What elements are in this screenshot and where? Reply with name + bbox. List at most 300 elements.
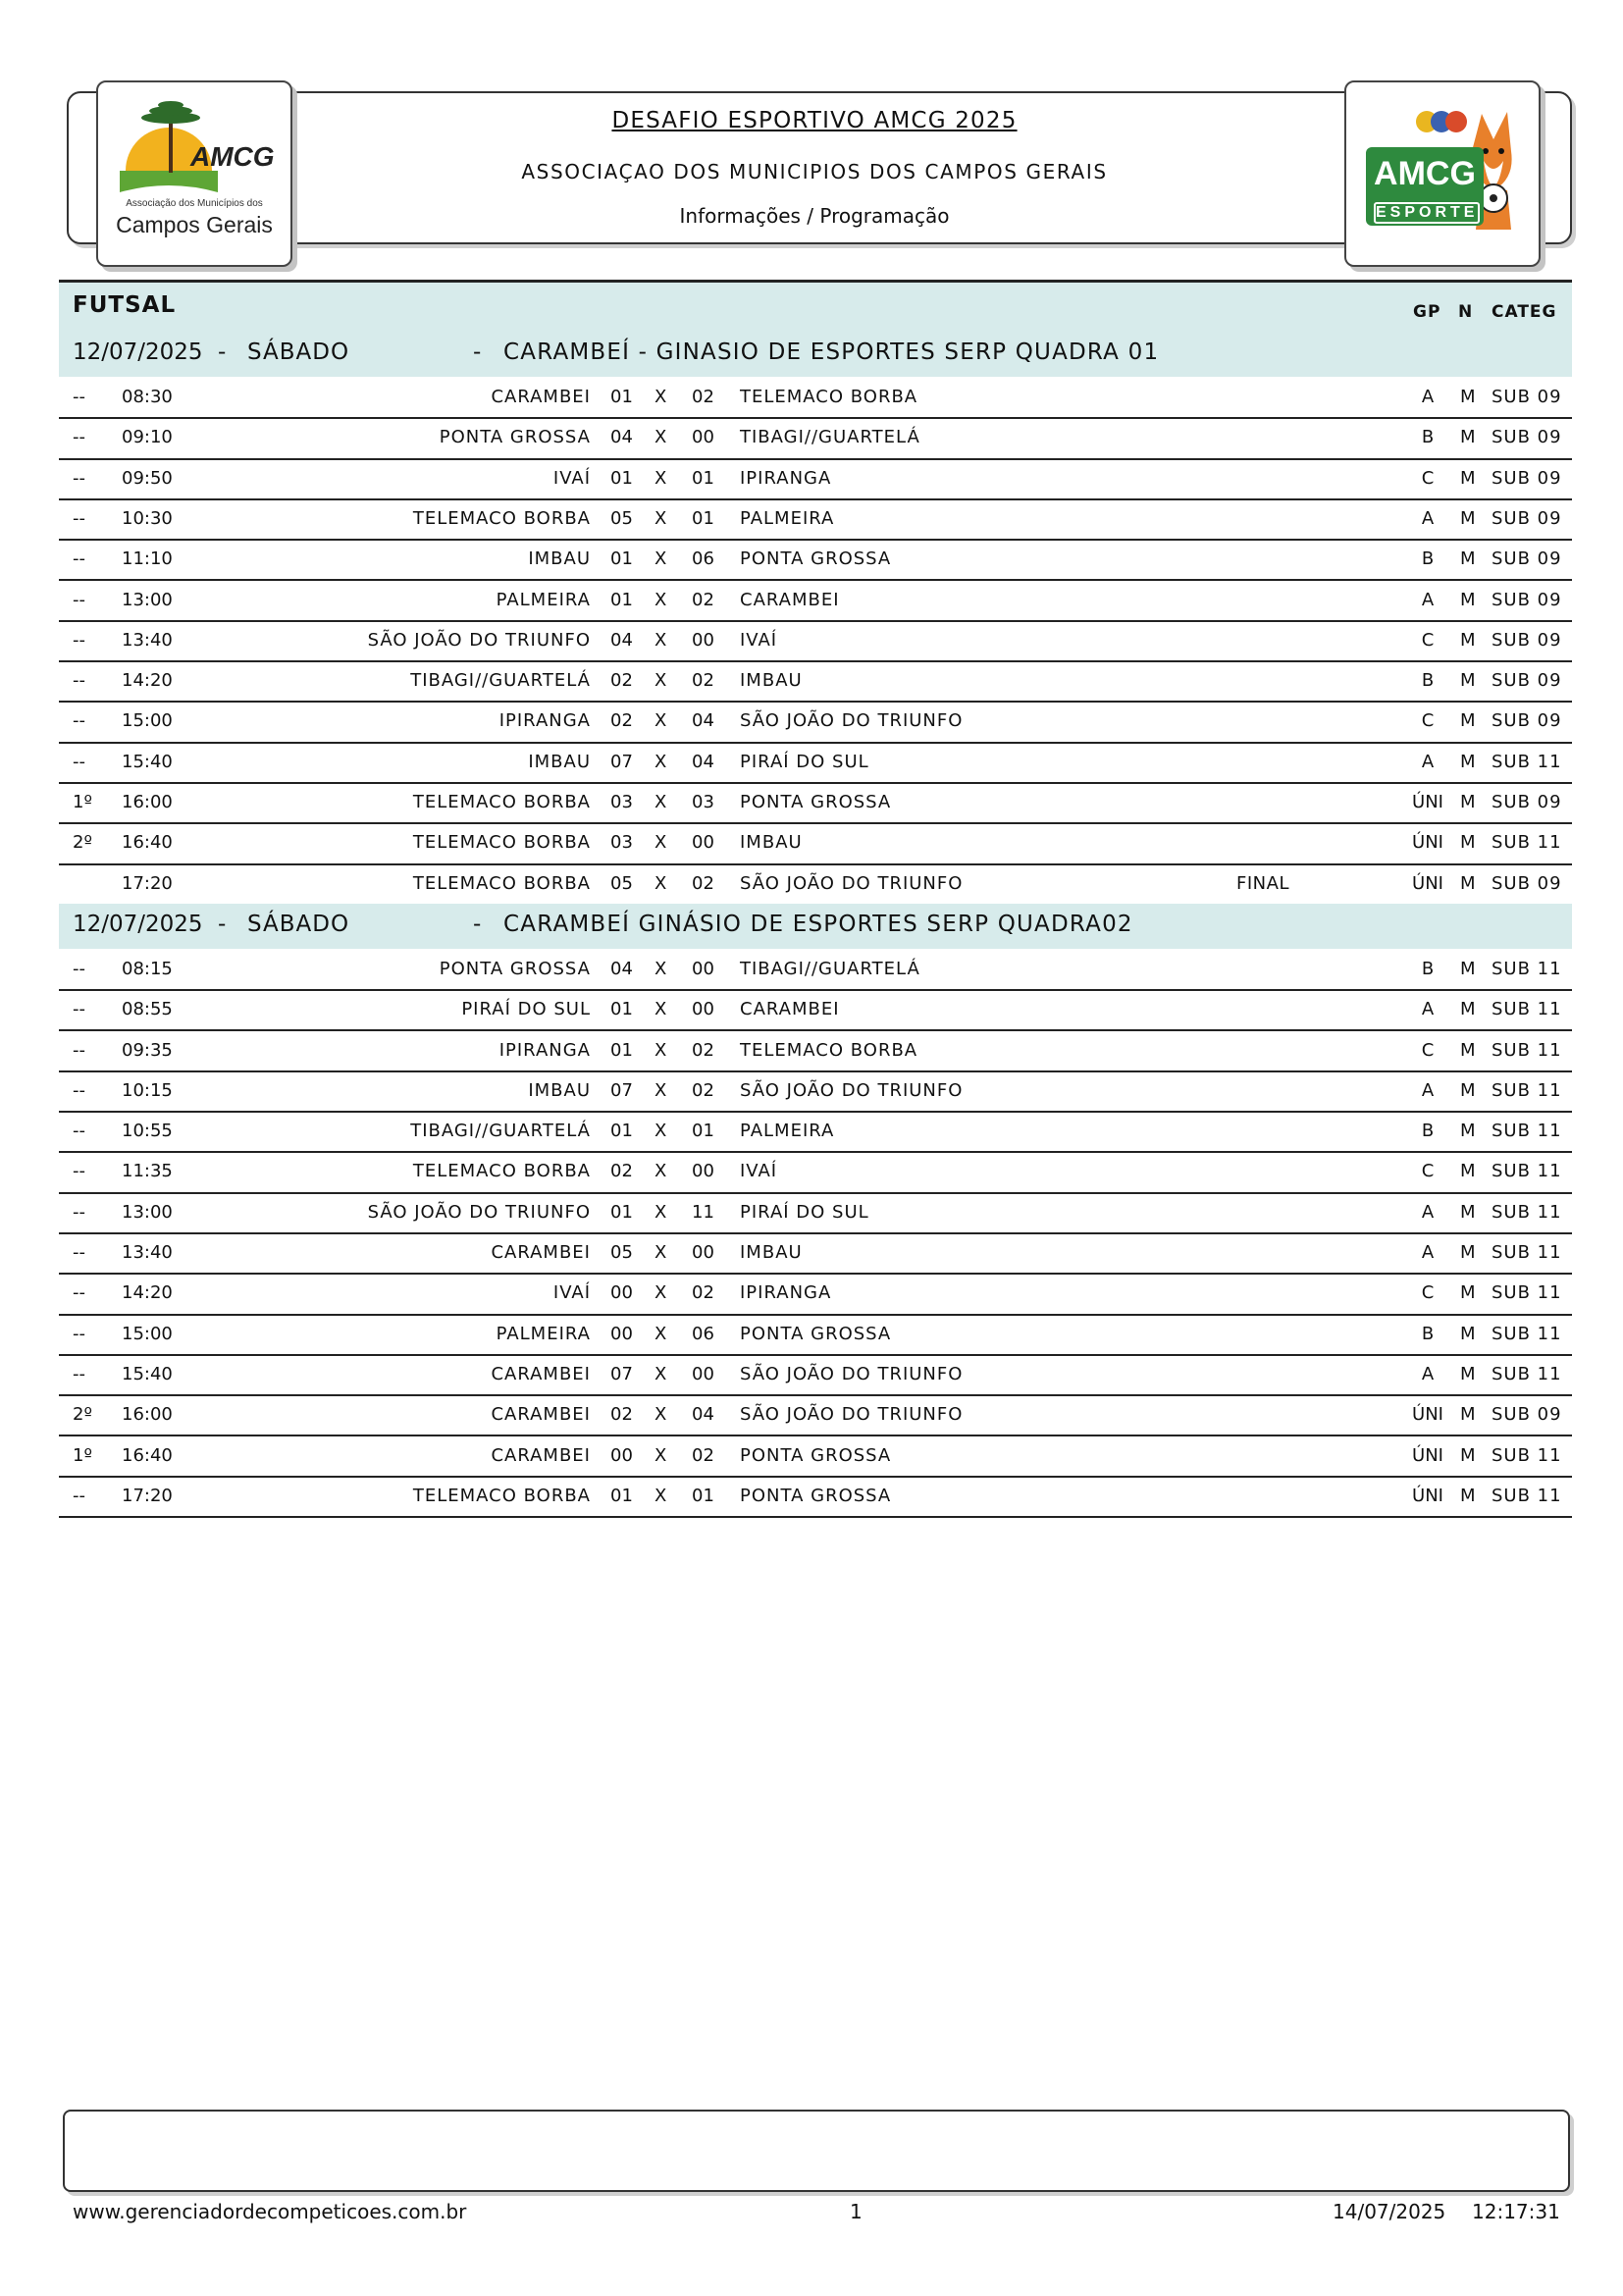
document-title: DESAFIO ESPORTIVO AMCG 2025 bbox=[611, 108, 1018, 133]
column-header-categ: CATEG bbox=[1492, 302, 1557, 322]
home-team: PONTA GROSSA bbox=[439, 958, 591, 979]
game-group: C bbox=[1421, 1039, 1435, 1061]
game-time: 17:20 bbox=[122, 872, 173, 894]
away-team: PALMEIRA bbox=[740, 1121, 835, 1142]
versus-mark: X bbox=[654, 589, 667, 610]
game-row bbox=[59, 1111, 1572, 1153]
away-score: 01 bbox=[692, 507, 714, 529]
home-team: IPIRANGA bbox=[498, 1039, 591, 1061]
game-gender: M bbox=[1460, 1039, 1476, 1061]
game-gender: M bbox=[1460, 958, 1476, 979]
home-team: SÃO JOÃO DO TRIUNFO bbox=[367, 629, 591, 651]
game-group: A bbox=[1421, 589, 1435, 610]
away-team: IVAÍ bbox=[740, 1161, 778, 1182]
away-score: 02 bbox=[692, 1444, 714, 1466]
game-category: SUB 11 bbox=[1492, 958, 1562, 979]
away-score: 00 bbox=[692, 958, 714, 979]
game-gender: M bbox=[1460, 427, 1476, 448]
game-row bbox=[59, 1476, 1572, 1518]
game-row bbox=[59, 1192, 1572, 1234]
game-order: -- bbox=[73, 1282, 85, 1304]
versus-mark: X bbox=[654, 1242, 667, 1263]
home-score: 01 bbox=[610, 467, 633, 489]
game-group: C bbox=[1421, 1161, 1435, 1182]
game-gender: M bbox=[1460, 872, 1476, 894]
away-score: 11 bbox=[692, 1201, 714, 1223]
game-time: 08:55 bbox=[122, 999, 173, 1020]
game-group: ÚNI bbox=[1412, 792, 1443, 812]
game-category: SUB 11 bbox=[1492, 1282, 1562, 1304]
home-team: IPIRANGA bbox=[498, 710, 591, 732]
away-team: SÃO JOÃO DO TRIUNFO bbox=[740, 710, 964, 732]
game-gender: M bbox=[1460, 1404, 1476, 1426]
game-order: -- bbox=[73, 1323, 85, 1344]
away-team: SÃO JOÃO DO TRIUNFO bbox=[740, 1079, 964, 1101]
versus-mark: X bbox=[654, 1121, 667, 1142]
footer-url: www.gerenciadordecompeticoes.com.br bbox=[73, 2200, 467, 2223]
versus-mark: X bbox=[654, 427, 667, 448]
game-category: SUB 09 bbox=[1492, 589, 1562, 610]
home-team: PIRAÍ DO SUL bbox=[461, 999, 591, 1020]
away-score: 00 bbox=[692, 1161, 714, 1182]
home-team: CARAMBEI bbox=[491, 1363, 591, 1384]
game-order: -- bbox=[73, 1485, 85, 1506]
away-team: TELEMACO BORBA bbox=[740, 1039, 918, 1061]
amcg-logo-name: AMCG bbox=[190, 141, 275, 172]
game-category: SUB 09 bbox=[1492, 1404, 1562, 1426]
game-gender: M bbox=[1460, 710, 1476, 732]
home-score: 01 bbox=[610, 999, 633, 1020]
game-order: -- bbox=[73, 467, 85, 489]
game-time: 09:35 bbox=[122, 1039, 173, 1061]
game-group: A bbox=[1421, 1242, 1435, 1263]
game-group: B bbox=[1421, 427, 1435, 448]
game-order: -- bbox=[73, 1363, 85, 1384]
game-time: 14:20 bbox=[122, 670, 173, 692]
venue-header bbox=[59, 332, 1572, 377]
game-time: 17:20 bbox=[122, 1485, 173, 1506]
game-order: 1º bbox=[73, 1444, 92, 1466]
game-row bbox=[59, 742, 1572, 784]
away-team: SÃO JOÃO DO TRIUNFO bbox=[740, 1363, 964, 1384]
game-row bbox=[59, 822, 1572, 864]
home-score: 02 bbox=[610, 670, 633, 692]
away-team: CARAMBEI bbox=[740, 589, 840, 610]
home-team: CARAMBEI bbox=[491, 1242, 591, 1263]
game-order: -- bbox=[73, 507, 85, 529]
home-score: 02 bbox=[610, 1404, 633, 1426]
venue-date: 12/07/2025 bbox=[73, 339, 203, 365]
home-score: 01 bbox=[610, 1039, 633, 1061]
home-team: IVAÍ bbox=[552, 1282, 591, 1304]
game-row bbox=[59, 377, 1572, 419]
game-row bbox=[59, 1232, 1572, 1275]
away-score: 01 bbox=[692, 1485, 714, 1506]
game-time: 15:00 bbox=[122, 710, 173, 732]
game-time: 08:15 bbox=[122, 958, 173, 979]
game-category: SUB 11 bbox=[1492, 1039, 1562, 1061]
game-gender: M bbox=[1460, 507, 1476, 529]
away-team: SÃO JOÃO DO TRIUNFO bbox=[740, 872, 964, 894]
game-time: 13:40 bbox=[122, 629, 173, 651]
game-order: 1º bbox=[73, 792, 92, 812]
amcg-logo-line1: Associação dos Municípios dos bbox=[126, 198, 263, 209]
game-category: SUB 09 bbox=[1492, 387, 1562, 407]
versus-mark: X bbox=[654, 872, 667, 894]
home-team: TELEMACO BORBA bbox=[412, 1161, 591, 1182]
game-category: SUB 11 bbox=[1492, 1242, 1562, 1263]
game-order: -- bbox=[73, 958, 85, 979]
versus-mark: X bbox=[654, 999, 667, 1020]
away-team: PONTA GROSSA bbox=[740, 548, 892, 570]
game-order: -- bbox=[73, 999, 85, 1020]
document-info: Informações / Programação bbox=[679, 204, 950, 228]
game-row bbox=[59, 1273, 1572, 1315]
home-score: 04 bbox=[610, 427, 633, 448]
game-row bbox=[59, 417, 1572, 459]
away-team: IVAÍ bbox=[740, 629, 778, 651]
versus-mark: X bbox=[654, 1282, 667, 1304]
amcg-esporte-tag: ESPORTE bbox=[1374, 202, 1480, 224]
game-category: SUB 11 bbox=[1492, 1161, 1562, 1182]
game-category: SUB 09 bbox=[1492, 467, 1562, 489]
game-category: SUB 11 bbox=[1492, 1323, 1562, 1344]
away-score: 00 bbox=[692, 629, 714, 651]
away-team: IMBAU bbox=[740, 1242, 803, 1263]
game-order: -- bbox=[73, 427, 85, 448]
footer-date: 14/07/2025 bbox=[1333, 2200, 1446, 2223]
home-score: 00 bbox=[610, 1444, 633, 1466]
game-time: 13:00 bbox=[122, 589, 173, 610]
venue-place: CARAMBEÍ GINÁSIO DE ESPORTES SERP QUADRA02 bbox=[503, 911, 1133, 937]
amcg-esporte-name: AMCG bbox=[1374, 155, 1476, 192]
home-score: 04 bbox=[610, 958, 633, 979]
versus-mark: X bbox=[654, 1079, 667, 1101]
game-order: -- bbox=[73, 670, 85, 692]
amcg-logo-line2: Campos Gerais bbox=[116, 212, 273, 237]
game-gender: M bbox=[1460, 1323, 1476, 1344]
home-score: 05 bbox=[610, 507, 633, 529]
game-category: SUB 09 bbox=[1492, 548, 1562, 570]
sport-header bbox=[59, 280, 1572, 332]
game-group: A bbox=[1421, 1079, 1435, 1101]
game-group: A bbox=[1421, 1201, 1435, 1223]
home-team: TELEMACO BORBA bbox=[412, 507, 591, 529]
away-score: 04 bbox=[692, 710, 714, 732]
home-team: IMBAU bbox=[528, 548, 591, 570]
versus-mark: X bbox=[654, 1444, 667, 1466]
away-team: TIBAGI//GUARTELÁ bbox=[740, 427, 920, 448]
away-team: PIRAÍ DO SUL bbox=[740, 751, 869, 772]
game-row bbox=[59, 458, 1572, 500]
game-group: A bbox=[1421, 999, 1435, 1020]
game-group: B bbox=[1421, 958, 1435, 979]
game-note: FINAL bbox=[1236, 872, 1289, 894]
game-order: 2º bbox=[73, 1404, 92, 1426]
versus-mark: X bbox=[654, 832, 667, 854]
versus-mark: X bbox=[654, 710, 667, 732]
game-time: 15:00 bbox=[122, 1323, 173, 1344]
home-score: 02 bbox=[610, 1161, 633, 1182]
game-order: -- bbox=[73, 751, 85, 772]
versus-mark: X bbox=[654, 1485, 667, 1506]
game-category: SUB 11 bbox=[1492, 1079, 1562, 1101]
away-team: PALMEIRA bbox=[740, 507, 835, 529]
game-gender: M bbox=[1460, 1079, 1476, 1101]
away-score: 02 bbox=[692, 1282, 714, 1304]
game-category: SUB 11 bbox=[1492, 832, 1562, 854]
home-team: SÃO JOÃO DO TRIUNFO bbox=[367, 1201, 591, 1223]
game-row bbox=[59, 620, 1572, 662]
game-category: SUB 09 bbox=[1492, 670, 1562, 692]
game-time: 13:40 bbox=[122, 1242, 173, 1263]
game-row bbox=[59, 949, 1572, 991]
game-group: ÚNI bbox=[1412, 1404, 1443, 1426]
footer-box bbox=[63, 2110, 1570, 2192]
away-score: 02 bbox=[692, 589, 714, 610]
home-team: CARAMBEI bbox=[491, 1444, 591, 1466]
versus-mark: X bbox=[654, 1039, 667, 1061]
game-time: 15:40 bbox=[122, 751, 173, 772]
game-gender: M bbox=[1460, 751, 1476, 772]
versus-mark: X bbox=[654, 629, 667, 651]
versus-mark: X bbox=[654, 507, 667, 529]
game-group: C bbox=[1421, 710, 1435, 732]
game-gender: M bbox=[1460, 548, 1476, 570]
home-score: 07 bbox=[610, 751, 633, 772]
away-team: IPIRANGA bbox=[740, 1282, 832, 1304]
game-group: A bbox=[1421, 387, 1435, 407]
game-category: SUB 09 bbox=[1492, 872, 1562, 894]
away-score: 04 bbox=[692, 1404, 714, 1426]
game-time: 16:00 bbox=[122, 792, 173, 812]
game-gender: M bbox=[1460, 387, 1476, 407]
game-gender: M bbox=[1460, 1201, 1476, 1223]
game-time: 16:40 bbox=[122, 1444, 173, 1466]
game-order: -- bbox=[73, 387, 85, 407]
venue-weekday: SÁBADO bbox=[247, 911, 350, 937]
away-score: 00 bbox=[692, 1363, 714, 1384]
away-team: TIBAGI//GUARTELÁ bbox=[740, 958, 920, 979]
versus-mark: X bbox=[654, 467, 667, 489]
away-score: 01 bbox=[692, 467, 714, 489]
game-gender: M bbox=[1460, 670, 1476, 692]
venue-header bbox=[59, 904, 1572, 949]
home-team: TIBAGI//GUARTELÁ bbox=[410, 670, 591, 692]
versus-mark: X bbox=[654, 1161, 667, 1182]
away-team: CARAMBEI bbox=[740, 999, 840, 1020]
away-team: SÃO JOÃO DO TRIUNFO bbox=[740, 1404, 964, 1426]
game-row bbox=[59, 498, 1572, 541]
game-group: ÚNI bbox=[1412, 1485, 1443, 1506]
game-gender: M bbox=[1460, 1121, 1476, 1142]
game-order: -- bbox=[73, 548, 85, 570]
away-score: 02 bbox=[692, 1079, 714, 1101]
away-score: 00 bbox=[692, 832, 714, 854]
away-score: 00 bbox=[692, 427, 714, 448]
away-score: 02 bbox=[692, 387, 714, 407]
game-time: 13:00 bbox=[122, 1201, 173, 1223]
amcg-esporte-logo bbox=[1344, 80, 1541, 267]
versus-mark: X bbox=[654, 1323, 667, 1344]
venue-separator: - bbox=[473, 339, 482, 365]
document-subtitle: ASSOCIAÇAO DOS MUNICIPIOS DOS CAMPOS GERAIS bbox=[521, 160, 1108, 183]
game-gender: M bbox=[1460, 589, 1476, 610]
venue-separator: - bbox=[218, 911, 227, 937]
home-team: TIBAGI//GUARTELÁ bbox=[410, 1121, 591, 1142]
venue-separator: - bbox=[473, 911, 482, 937]
game-row bbox=[59, 1394, 1572, 1436]
game-row bbox=[59, 1151, 1572, 1193]
game-time: 08:30 bbox=[122, 387, 173, 407]
away-team: IMBAU bbox=[740, 670, 803, 692]
game-row bbox=[59, 539, 1572, 581]
game-category: SUB 09 bbox=[1492, 792, 1562, 812]
venue-place: CARAMBEÍ - GINASIO DE ESPORTES SERP QUADRA 01 bbox=[503, 339, 1160, 365]
game-gender: M bbox=[1460, 1161, 1476, 1182]
game-order: -- bbox=[73, 1121, 85, 1142]
home-score: 07 bbox=[610, 1363, 633, 1384]
game-category: SUB 11 bbox=[1492, 1363, 1562, 1384]
home-score: 01 bbox=[610, 1485, 633, 1506]
game-group: B bbox=[1421, 1121, 1435, 1142]
game-category: SUB 11 bbox=[1492, 1121, 1562, 1142]
home-team: IMBAU bbox=[528, 751, 591, 772]
game-time: 09:50 bbox=[122, 467, 173, 489]
game-row bbox=[59, 989, 1572, 1031]
away-score: 02 bbox=[692, 872, 714, 894]
game-category: SUB 11 bbox=[1492, 1444, 1562, 1466]
home-score: 03 bbox=[610, 832, 633, 854]
away-score: 02 bbox=[692, 670, 714, 692]
sport-name: FUTSAL bbox=[73, 292, 177, 318]
game-row bbox=[59, 1435, 1572, 1478]
game-gender: M bbox=[1460, 1242, 1476, 1263]
game-gender: M bbox=[1460, 832, 1476, 854]
game-category: SUB 11 bbox=[1492, 1201, 1562, 1223]
home-score: 05 bbox=[610, 1242, 633, 1263]
away-team: IPIRANGA bbox=[740, 467, 832, 489]
game-group: ÚNI bbox=[1412, 832, 1443, 854]
game-row bbox=[59, 1070, 1572, 1113]
game-row bbox=[59, 660, 1572, 703]
home-score: 01 bbox=[610, 1121, 633, 1142]
home-score: 01 bbox=[610, 387, 633, 407]
game-time: 15:40 bbox=[122, 1363, 173, 1384]
game-order: -- bbox=[73, 1201, 85, 1223]
away-score: 03 bbox=[692, 792, 714, 812]
versus-mark: X bbox=[654, 958, 667, 979]
away-team: PIRAÍ DO SUL bbox=[740, 1201, 869, 1223]
game-group: B bbox=[1421, 548, 1435, 570]
game-category: SUB 09 bbox=[1492, 629, 1562, 651]
game-order: -- bbox=[73, 1242, 85, 1263]
home-team: PONTA GROSSA bbox=[439, 427, 591, 448]
home-team: IMBAU bbox=[528, 1079, 591, 1101]
game-order: -- bbox=[73, 629, 85, 651]
game-group: A bbox=[1421, 751, 1435, 772]
home-score: 00 bbox=[610, 1323, 633, 1344]
game-group: B bbox=[1421, 1323, 1435, 1344]
home-score: 03 bbox=[610, 792, 633, 812]
versus-mark: X bbox=[654, 670, 667, 692]
home-team: IVAÍ bbox=[552, 467, 591, 489]
home-team: PALMEIRA bbox=[496, 589, 591, 610]
game-gender: M bbox=[1460, 467, 1476, 489]
game-row bbox=[59, 1030, 1572, 1072]
away-score: 00 bbox=[692, 1242, 714, 1263]
game-row bbox=[59, 782, 1572, 824]
away-score: 00 bbox=[692, 999, 714, 1020]
game-order: 2º bbox=[73, 832, 92, 854]
game-time: 10:30 bbox=[122, 507, 173, 529]
away-score: 02 bbox=[692, 1039, 714, 1061]
game-gender: M bbox=[1460, 1363, 1476, 1384]
versus-mark: X bbox=[654, 1404, 667, 1426]
game-order: -- bbox=[73, 589, 85, 610]
game-row bbox=[59, 1314, 1572, 1356]
away-score: 06 bbox=[692, 548, 714, 570]
game-group: B bbox=[1421, 670, 1435, 692]
game-group: ÚNI bbox=[1412, 872, 1443, 894]
game-time: 16:40 bbox=[122, 832, 173, 854]
game-time: 10:15 bbox=[122, 1079, 173, 1101]
home-score: 01 bbox=[610, 589, 633, 610]
game-category: SUB 09 bbox=[1492, 507, 1562, 529]
home-score: 02 bbox=[610, 710, 633, 732]
game-gender: M bbox=[1460, 792, 1476, 812]
away-team: PONTA GROSSA bbox=[740, 1485, 892, 1506]
away-score: 04 bbox=[692, 751, 714, 772]
game-category: SUB 09 bbox=[1492, 710, 1562, 732]
game-order: -- bbox=[73, 1161, 85, 1182]
game-time: 14:20 bbox=[122, 1282, 173, 1304]
home-team: PALMEIRA bbox=[496, 1323, 591, 1344]
versus-mark: X bbox=[654, 387, 667, 407]
home-score: 07 bbox=[610, 1079, 633, 1101]
home-team: TELEMACO BORBA bbox=[412, 872, 591, 894]
away-team: IMBAU bbox=[740, 832, 803, 854]
game-row bbox=[59, 1354, 1572, 1396]
versus-mark: X bbox=[654, 751, 667, 772]
versus-mark: X bbox=[654, 1363, 667, 1384]
away-team: TELEMACO BORBA bbox=[740, 387, 918, 407]
home-score: 01 bbox=[610, 548, 633, 570]
game-gender: M bbox=[1460, 629, 1476, 651]
game-category: SUB 11 bbox=[1492, 751, 1562, 772]
game-group: C bbox=[1421, 629, 1435, 651]
footer-time: 12:17:31 bbox=[1472, 2200, 1560, 2223]
game-order: -- bbox=[73, 1079, 85, 1101]
game-group: C bbox=[1421, 1282, 1435, 1304]
game-category: SUB 11 bbox=[1492, 1485, 1562, 1506]
game-time: 11:35 bbox=[122, 1161, 173, 1182]
away-score: 06 bbox=[692, 1323, 714, 1344]
versus-mark: X bbox=[654, 792, 667, 812]
venue-date: 12/07/2025 bbox=[73, 911, 203, 937]
game-time: 10:55 bbox=[122, 1121, 173, 1142]
column-header-gp: GP bbox=[1413, 302, 1441, 322]
game-group: C bbox=[1421, 467, 1435, 489]
home-score: 01 bbox=[610, 1201, 633, 1223]
home-team: TELEMACO BORBA bbox=[412, 1485, 591, 1506]
away-score: 01 bbox=[692, 1121, 714, 1142]
versus-mark: X bbox=[654, 548, 667, 570]
away-team: PONTA GROSSA bbox=[740, 1444, 892, 1466]
venue-separator: - bbox=[218, 339, 227, 365]
column-header-n: N bbox=[1458, 302, 1474, 322]
game-group: A bbox=[1421, 507, 1435, 529]
